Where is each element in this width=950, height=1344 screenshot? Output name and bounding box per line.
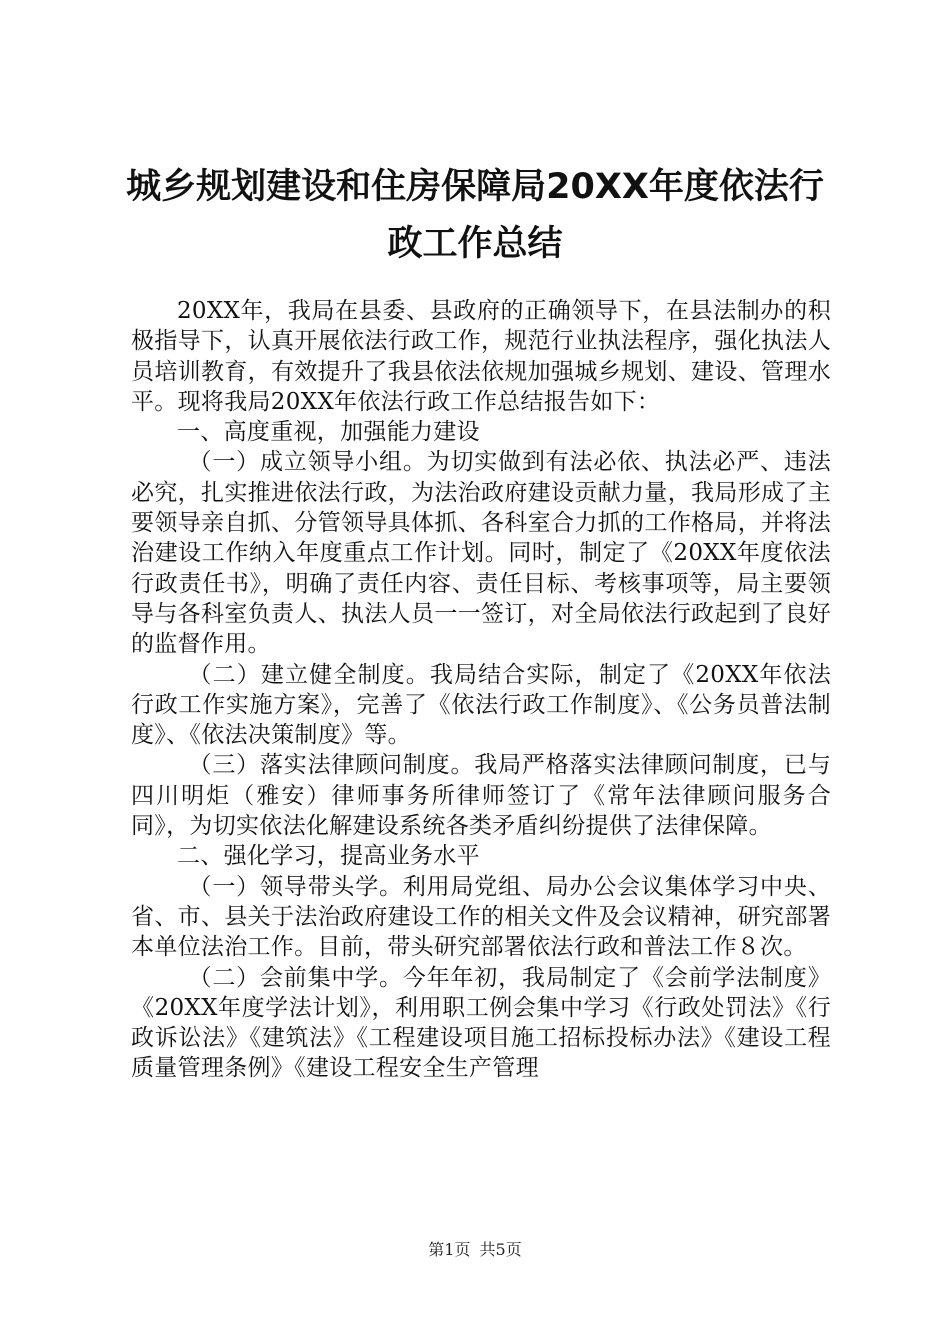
body-paragraph: （一）成立领导小组。为切实做到有法必依、执法必严、违法必究，扎实推进依法行政，为法治政府建设贡献力量，我局形成了主要领导亲自抓、分管领导具体抓、各科室合力抓的工作格局，并将法治建设工作纳入年度重点工作计划。同时，制定了《20XX年度依法行政责任书》，明确了责任内容、责任目标、考核事项等，局主要领导与各科室负责人、执法人员一一签订，对全局依法行政起到了良好的监督作用。: [131, 449, 831, 658]
body-paragraph: （三）落实法律顾问制度。我局严格落实法律顾问制度，已与四川明炬（雅安）律师事务所律师签订了《常年法律顾问服务合同》，为切实依法化解建设系统各类矛盾纠纷提供了法律保障。: [131, 752, 831, 840]
document-title-line-1: 城乡规划建设和住房保障局20XX年度依法行: [126, 167, 824, 207]
body-paragraph: （一）领导带头学。利用局党组、局办公会议集体学习中央、省、市、县关于法治政府建设工作的相关文件及会议精神，研究部署本单位法治工作。目前，带头研究部署依法行政和普法工作８次。: [131, 873, 831, 961]
body-paragraph: （二）建立健全制度。我局结合实际，制定了《20XX年依法行政工作实施方案》，完善了《依法行政工作制度》、《公务员普法制度》、《依法决策制度》等。: [131, 661, 831, 749]
document-title-line-2: 政工作总结: [387, 224, 563, 264]
page-total: 共5页: [479, 1240, 522, 1259]
intro-paragraph: 20XX年，我局在县委、县政府的正确领导下，在县法制办的积极指导下，认真开展依法行政工作，规范行业执法程序，强化执法人员培训教育，有效提升了我县依法依规加强城乡规划、建设、管理水平。现将我局20XX年依法行政工作总结报告如下：: [131, 298, 831, 415]
page-footer: [0, 1240, 950, 1260]
document-body: [131, 296, 831, 1084]
section-heading-1: 一、高度重视，加强能力建设: [177, 419, 480, 446]
section-heading-2: 二、强化学习，提高业务水平: [177, 843, 480, 870]
page-number: 第1页: [428, 1240, 471, 1259]
body-paragraph: （二）会前集中学。今年年初，我局制定了《会前学法制度》《20XX年度学法计划》，利用职工例会集中学习《行政处罚法》《行政诉讼法》《建筑法》《工程建设项目施工招标投标办法》《建设工程质量管理条例》《建设工程安全生产管理: [131, 964, 831, 1082]
